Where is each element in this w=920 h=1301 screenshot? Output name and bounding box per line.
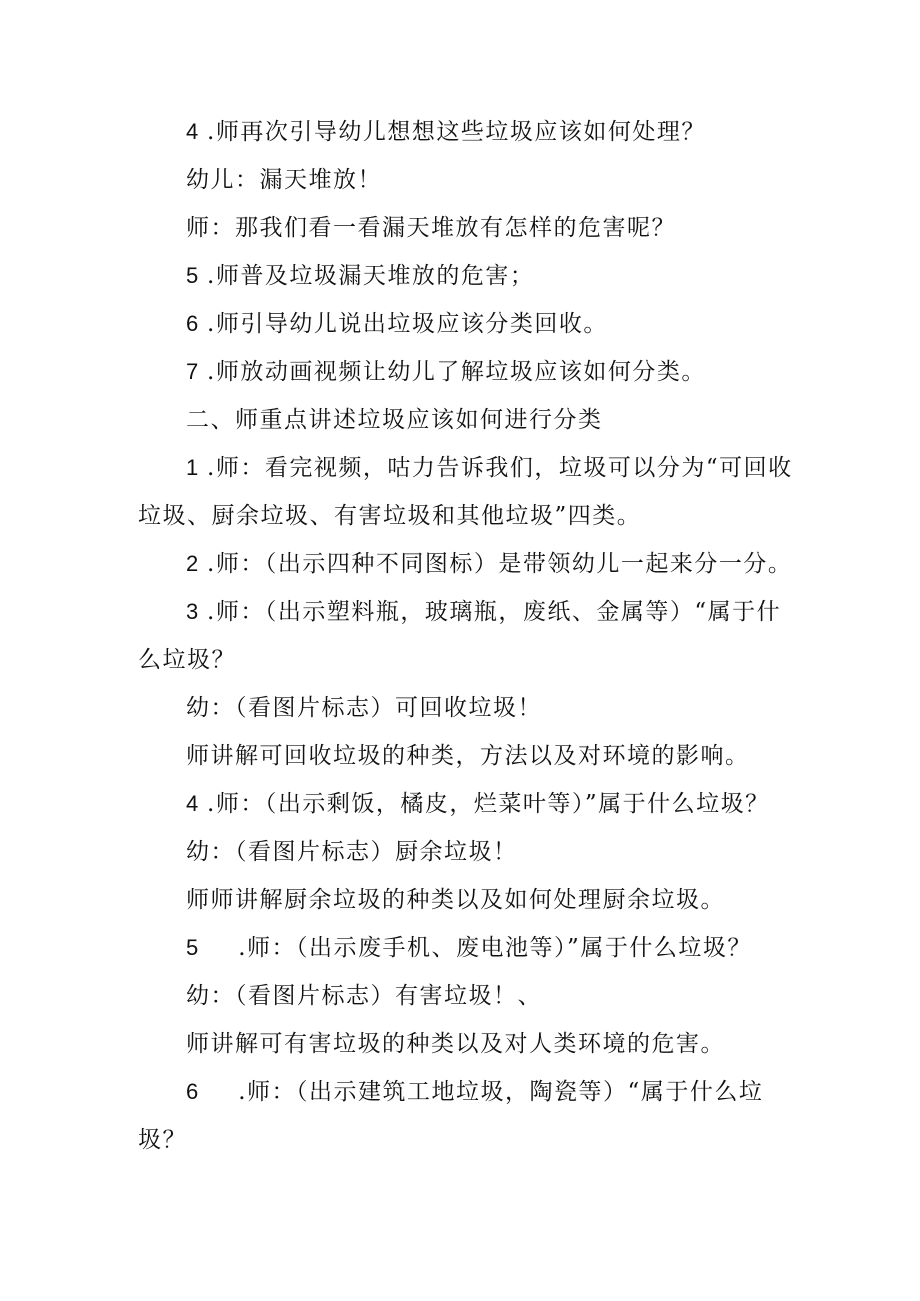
paragraph-line: [186, 885, 725, 915]
paragraph-step-6-b: [186, 1077, 763, 1107]
step-number: 5: [186, 935, 199, 960]
paragraph-step-4-intro: [186, 117, 706, 147]
paragraph-text: 圾？: [138, 1127, 187, 1153]
step-number: 5: [186, 263, 199, 288]
paragraph-step-6: [186, 309, 608, 339]
paragraph-continuation: [138, 1125, 187, 1155]
paragraph-text: 幼：（看图片标志）有害垃圾！、: [186, 983, 542, 1009]
dialogue-line: [186, 981, 542, 1011]
paragraph-text: .师：（出示建筑工地垃圾，陶瓷等）“属于什么垃: [238, 1079, 764, 1105]
dialogue-line: [186, 837, 518, 867]
paragraph-step-2: [186, 549, 792, 579]
paragraph-text: .师再次引导幼儿想想这些垃圾应该如何处理？: [198, 119, 706, 145]
step-number: 1: [186, 455, 199, 480]
paragraph-text: 幼：（看图片标志）厨余垃圾！: [186, 839, 518, 865]
paragraph-step-5: [186, 261, 534, 291]
paragraph-continuation: [138, 501, 641, 531]
paragraph-text: 幼：（看图片标志）可回收垃圾！: [186, 695, 542, 721]
paragraph-continuation: [138, 645, 236, 675]
step-number: 4: [186, 791, 199, 816]
step-number: 7: [186, 359, 199, 384]
paragraph-text: .师普及垃圾漏天堆放的危害；: [198, 263, 535, 289]
step-number: 3: [186, 599, 199, 624]
dialogue-line: [186, 165, 382, 195]
paragraph-step-5-b: [186, 933, 752, 963]
paragraph-text: .师：（出示剩饭，橘皮，烂菜叶等）”属于什么垃圾？: [198, 791, 770, 817]
paragraph-text: .师：（出示四种不同图标）是带领幼儿一起来分一分。: [198, 551, 793, 577]
paragraph-text: .师放动画视频让幼儿了解垃圾应该如何分类。: [198, 359, 706, 385]
paragraph-text: 二、师重点讲述垃圾应该如何进行分类: [186, 407, 603, 433]
paragraph-text: 师：那我们看一看漏天堆放有怎样的危害呢？: [186, 215, 676, 241]
dialogue-line: [186, 693, 542, 723]
paragraph-text: .师引导幼儿说出垃圾应该分类回收。: [198, 311, 608, 337]
paragraph-text: 幼儿：漏天堆放！: [186, 167, 382, 193]
paragraph-text: 垃圾、厨余垃圾、有害垃圾和其他垃圾”四类。: [138, 503, 642, 529]
paragraph-step-3: [186, 597, 781, 627]
paragraph-text: 师讲解可有害垃圾的种类以及对人类环境的危害。: [186, 1031, 725, 1057]
step-number: 4: [186, 119, 199, 144]
paragraph-line: [186, 741, 750, 771]
step-number: 6: [186, 1079, 199, 1104]
dialogue-line: [186, 213, 676, 243]
step-number: 6: [186, 311, 199, 336]
paragraph-step-4: [186, 789, 770, 819]
paragraph-step-1: [186, 453, 793, 483]
paragraph-text: .师：（出示废手机、废电池等）”属于什么垃圾？: [238, 935, 752, 961]
paragraph-text: 师师讲解厨余垃圾的种类以及如何处理厨余垃圾。: [186, 887, 725, 913]
paragraph-text: .师：（出示塑料瓶，玻璃瓶，废纸、金属等）“属于什: [198, 599, 782, 625]
step-number: 2: [186, 551, 199, 576]
paragraph-line: [186, 1029, 725, 1059]
paragraph-text: 么垃圾？: [138, 647, 236, 673]
paragraph-text: .师：看完视频，咕力告诉我们，垃圾可以分为“可回收: [198, 455, 793, 481]
paragraph-text: 师讲解可回收垃圾的种类，方法以及对环境的影响。: [186, 743, 750, 769]
section-heading: [186, 405, 603, 435]
paragraph-step-7: [186, 357, 706, 387]
